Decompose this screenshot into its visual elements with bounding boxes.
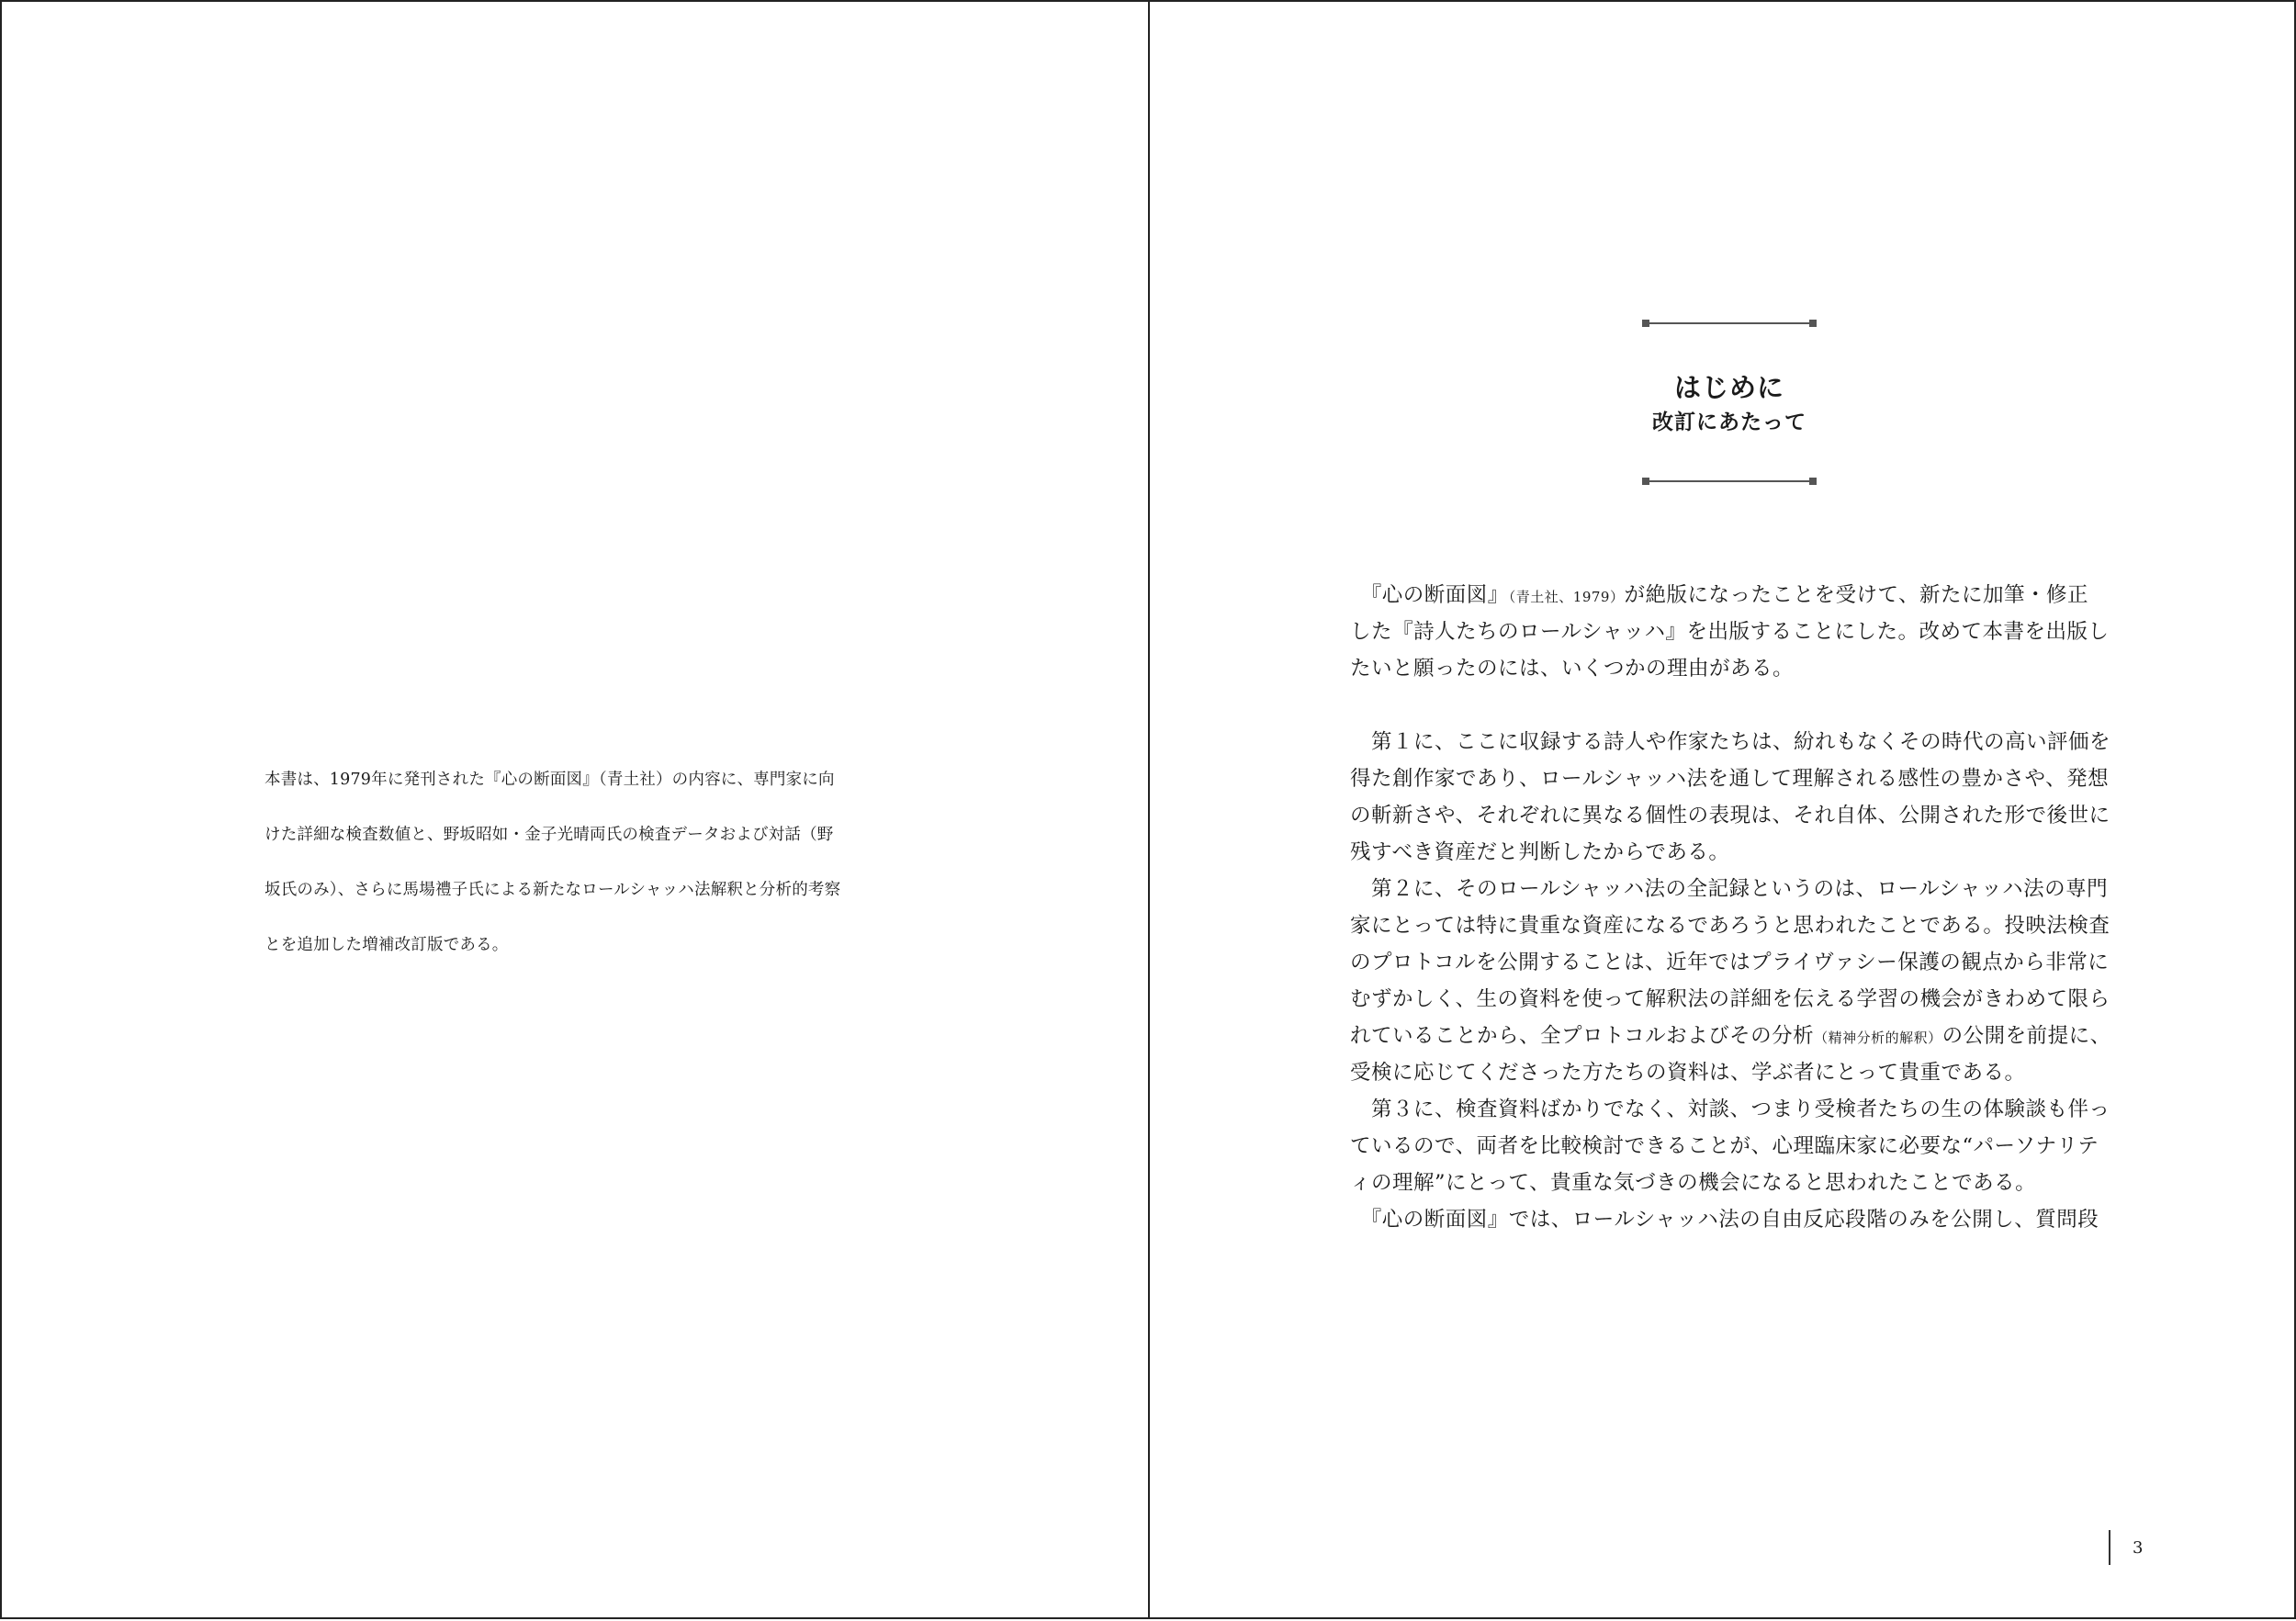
body-line: 受検に応じてくださった方たちの資料は、学ぶ者にとって貴重である。 bbox=[1350, 1061, 2026, 1085]
body-line: 『心の断面図』（青土社、1979）が絶版になったことを受けて、新たに加筆・修正 bbox=[1371, 583, 2089, 607]
body-line: 第２に、そのロールシャッハ法の全記録というのは、ロールシャッハ法の専門 bbox=[1350, 877, 2109, 901]
body-line: 『心の断面図』では、ロールシャッハ法の自由反応段階のみを公開し、質問段 bbox=[1371, 1208, 2099, 1232]
chapter-heading bbox=[1642, 320, 1817, 489]
heading-rule-bottom bbox=[1642, 478, 1817, 485]
body-line: 残すべき資産だと判断したからである。 bbox=[1350, 840, 1730, 864]
edition-note-line: けた詳細な検査数値と、野坂昭如・金子光晴両氏の検査データおよび対話（野 bbox=[264, 826, 834, 844]
body-line: 家にとっては特に貴重な資産になるであろうと思われたことである。投映法検査 bbox=[1350, 914, 2110, 938]
body-line: ィの理解”にとって、貴重な気づきの機会になると思われたことである。 bbox=[1350, 1171, 2037, 1195]
edition-note-line: とを追加した増補改訂版である。 bbox=[264, 936, 509, 954]
edition-note-line: 坂氏のみ）、さらに馬場禮子氏による新たなロールシャッハ法解釈と分析的考察 bbox=[264, 881, 841, 899]
folio-rule bbox=[2109, 1530, 2110, 1565]
body-line: の斬新さや、それぞれに異なる個性の表現は、それ自体、公開された形で後世に bbox=[1350, 804, 2110, 827]
heading-rule-top bbox=[1642, 320, 1817, 327]
body-line: 第１に、ここに収録する詩人や作家たちは、紛れもなくその時代の高い評価を bbox=[1350, 730, 2111, 754]
body-line: ているので、両者を比較検討できることが、心理臨床家に必要な“パーソナリテ bbox=[1350, 1134, 2099, 1158]
edition-note bbox=[264, 738, 893, 959]
body-line: れていることから、全プロトコルおよびその分析（精神分析的解釈）の公開を前提に、 bbox=[1350, 1024, 2111, 1048]
body-text bbox=[1350, 577, 2140, 1238]
body-line: 第３に、検査資料ばかりでなく、対談、つまり受検者たちの生の体験談も伴っ bbox=[1350, 1098, 2110, 1121]
body-line: たいと願ったのには、いくつかの理由がある。 bbox=[1350, 657, 1795, 681]
body-line: のプロトコルを公開することは、近年ではプライヴァシー保護の観点から非常に bbox=[1350, 951, 2110, 974]
edition-note-line: 本書は、1979年に発刊された『心の断面図』（青土社）の内容に、専門家に向 bbox=[264, 771, 835, 789]
page-number: 3 bbox=[2133, 1538, 2144, 1558]
body-line: 得た創作家であり、ロールシャッハ法を通して理解される感性の豊かさや、発想 bbox=[1350, 767, 2110, 791]
blank-line bbox=[1350, 687, 2140, 724]
chapter-subtitle: 改訂にあたって bbox=[1652, 411, 1806, 434]
right-page bbox=[1148, 0, 2296, 1619]
body-line: むずかしく、生の資料を使って解釈法の詳細を伝える学習の機会がきわめて限ら bbox=[1350, 987, 2110, 1011]
body-line: した『詩人たちのロールシャッハ』を出版することにした。改めて本書を出版し bbox=[1350, 620, 2110, 644]
chapter-title: はじめに bbox=[1673, 372, 1784, 403]
